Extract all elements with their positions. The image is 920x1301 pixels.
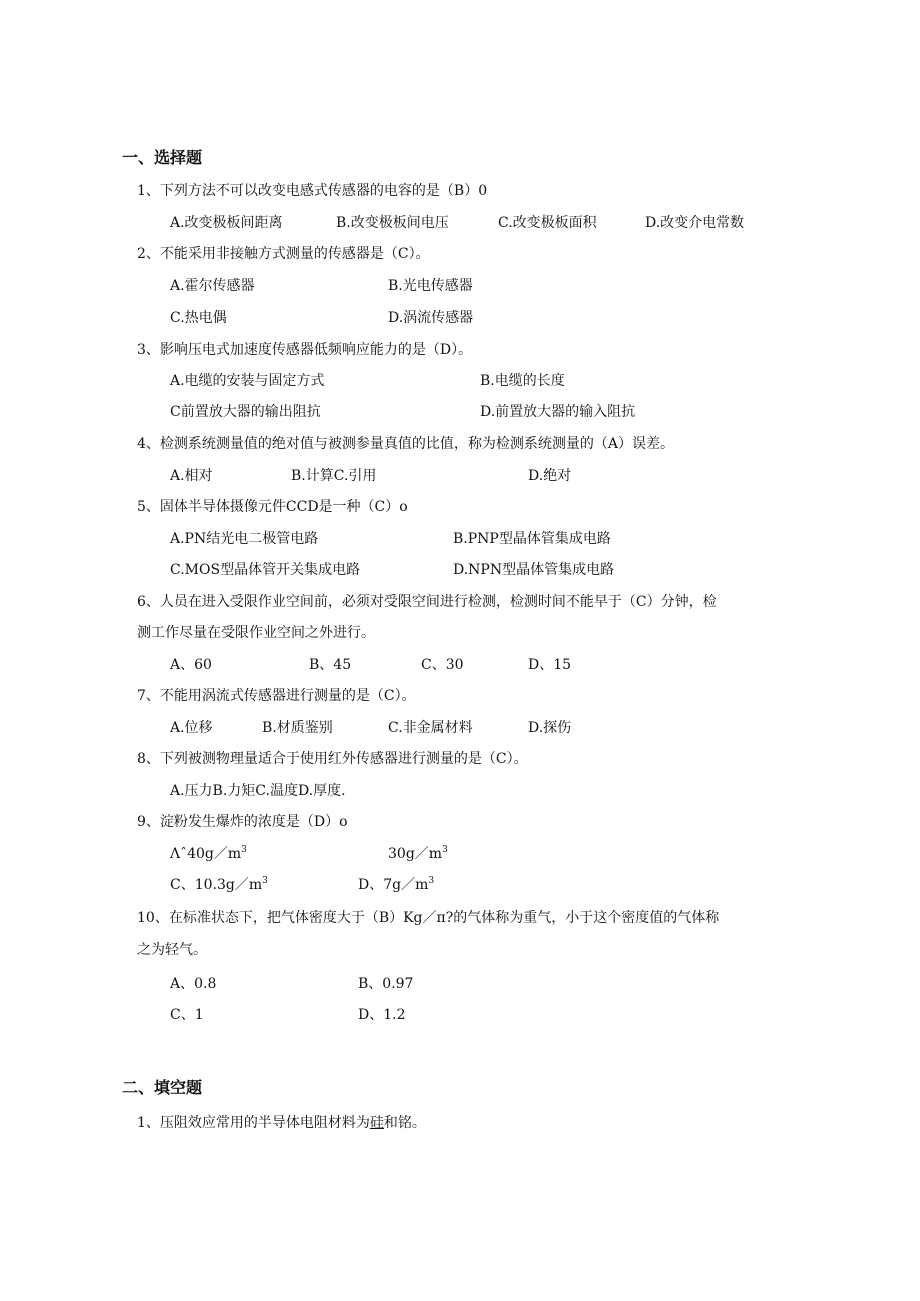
fill-question-1-answer: 硅 xyxy=(369,1115,384,1131)
question-6-stem-line1: 6、人员在进入受限作业空间前，必须对受限空间进行检测，检测时间不能早于（C）分钟，检 xyxy=(137,594,717,610)
q9-option-a xyxy=(170,845,247,863)
q7-option-a: A.位移 xyxy=(170,720,213,736)
fill-question-1-pre: 1、压阻效应常用的半导体电阻材料为 xyxy=(137,1115,370,1131)
q9-option-d xyxy=(358,876,434,894)
fill-question-1 xyxy=(137,1114,426,1132)
q4-option-bc: B.计算C.引用 xyxy=(291,468,377,484)
q2-option-d: D.涡流传感器 xyxy=(388,310,474,326)
question-5-stem: 5、固体半导体摄像元件CCD是一种（C）o xyxy=(137,499,408,515)
question-4-stem: 4、检测系统测量值的绝对值与被测参量真值的比值，称为检测系统测量的（A）误差。 xyxy=(137,436,675,452)
q10-option-c: C、1 xyxy=(170,1007,204,1023)
q8-options: A.压力B.力矩C.温度D.厚度. xyxy=(170,783,346,799)
question-3-stem: 3、影响压电式加速度传感器低频响应能力的是（D）。 xyxy=(137,342,473,358)
q3-option-d: D.前置放大器的输入阻抗 xyxy=(480,404,636,420)
q9-option-b-text: 30g／m xyxy=(388,846,443,862)
question-10-stem-line1: 10、在标准状态下，把气体密度大于（B）Kg／π?的气体称为重气，小于这个密度值的气体称 xyxy=(137,910,720,926)
q1-option-a: A.改变极板间距离 xyxy=(170,215,283,231)
q4-option-d: D.绝对 xyxy=(528,468,572,484)
question-6-stem-line2: 测工作尽量在受限作业空间之外进行。 xyxy=(137,625,375,641)
q6-option-a: A、60 xyxy=(170,657,212,673)
q6-option-d: D、15 xyxy=(528,657,572,673)
q5-option-b: B.PNP型晶体管集成电路 xyxy=(453,531,611,547)
q9-option-d-exponent: 3 xyxy=(428,876,435,886)
q5-option-d: D.NPN型晶体管集成电路 xyxy=(453,562,615,578)
q7-option-c: C.非金属材料 xyxy=(388,720,473,736)
q6-option-c: C、30 xyxy=(421,657,464,673)
q7-option-d: D.探伤 xyxy=(528,720,572,736)
q7-option-b: B.材质鉴别 xyxy=(262,720,333,736)
section-title-fill-blank: 二、填空题 xyxy=(122,1078,203,1097)
q10-option-b: B、0.97 xyxy=(358,976,414,992)
q5-option-a: A.PN结光电二极管电路 xyxy=(170,531,319,547)
q2-option-c: C.热电偶 xyxy=(170,310,227,326)
q4-option-a: A.相对 xyxy=(170,468,213,484)
q2-option-b: B.光电传感器 xyxy=(388,278,473,294)
question-7-stem: 7、不能用涡流式传感器进行测量的是（C）。 xyxy=(137,688,416,704)
question-9-stem: 9、淀粉发生爆炸的浓度是（D）o xyxy=(137,814,348,830)
question-2-stem: 2、不能采用非接触方式测量的传感器是（C）。 xyxy=(137,246,430,262)
q9-option-b xyxy=(388,845,448,863)
q3-option-a: A.电缆的安装与固定方式 xyxy=(170,373,325,389)
q9-option-a-text: Λˆ40g／m xyxy=(170,846,242,862)
q9-option-b-exponent: 3 xyxy=(442,845,448,855)
q10-option-d: D、1.2 xyxy=(358,1007,406,1023)
fill-question-1-post: 和铭。 xyxy=(383,1115,426,1131)
q3-option-c: C前置放大器的输出阻抗 xyxy=(170,404,321,420)
q9-option-a-exponent: 3 xyxy=(241,845,247,855)
question-8-stem: 8、下列被测物理量适合于使用红外传感器进行测量的是（C）。 xyxy=(137,751,528,767)
q3-option-b: B.电缆的长度 xyxy=(480,373,565,389)
q5-option-c: C.MOS型晶体管开关集成电路 xyxy=(170,562,361,578)
q1-option-b: B.改变极板间电压 xyxy=(336,215,449,231)
q6-option-b: B、45 xyxy=(309,657,352,673)
q10-option-a: A、0.8 xyxy=(170,976,217,992)
question-10-stem-line2: 之为轻气。 xyxy=(137,942,207,958)
question-1-stem: 1、下列方法不可以改变电感式传感器的电容的是（B）0 xyxy=(137,183,488,199)
q9-option-c xyxy=(170,876,268,894)
q1-option-d: D.改变介电常数 xyxy=(645,215,745,231)
q1-option-c: C.改变极板面积 xyxy=(498,215,597,231)
q9-option-d-text: D、7g／m xyxy=(358,877,429,893)
q2-option-a: A.霍尔传感器 xyxy=(170,278,255,294)
q9-option-c-exponent: 3 xyxy=(262,876,268,886)
section-title-choice: 一、选择题 xyxy=(122,148,203,167)
q9-option-c-text: C、10.3g／m xyxy=(170,877,263,893)
